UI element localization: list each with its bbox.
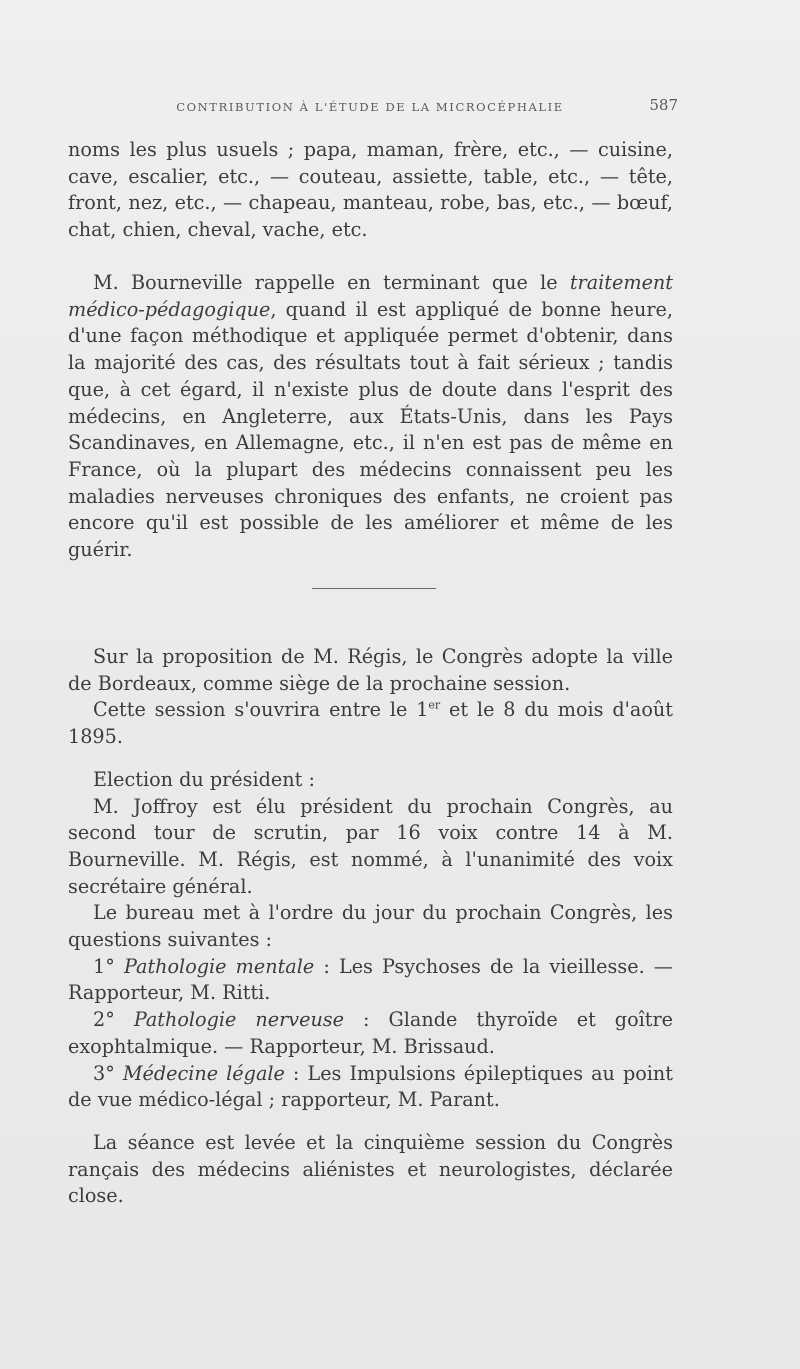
paragraph-word-list (68, 137, 673, 244)
closing-paragraph: La séance est levée et la cinquième session du Congrès rançais des médecins aliénistes et neurologistes, déclarée close. (68, 1130, 673, 1208)
page-number: 587 (649, 96, 678, 114)
word-list-text: noms les plus usuels ; papa, maman, frère, etc., — cuisine, cave, escalier, etc., — couteau, assiette, table, etc., — tête, front, nez, etc., — chapeau, manteau, robe, bas, etc., — bœuf, chat, chien, cheval, vache, etc. (68, 138, 673, 242)
paragraph-bourneville (68, 270, 673, 564)
bourneville-intro: M. Bourneville rappelle en terminant que le (93, 271, 570, 294)
running-head: CONTRIBUTION À L'ÉTUDE DE LA MICROCÉPHALIE (176, 100, 564, 114)
question-1: 1° Pathologie mentale : Les Psychoses de la vieillesse. — Rapporteur, M. Ritti. (68, 954, 673, 1005)
bourneville-rest: , quand il est appliqué de bonne heure, d'une façon méthodique et appliquée permet d'obtenir, dans la majorité des cas, des résultats tout à fait sérieux ; tandis que, à cet égard, il n'existe plus de doute dans l'esprit des médecins, en Angleterre, aux États-Unis, dans les Pays Scandinaves, en Allemagne, etc., il n'en est pas de même en France, où la plupart des médecins connaissent peu les maladies nerveuses chroniques des enfants, ne croient pas encore qu'il est possible de les améliorer et même de les guérir. (68, 297, 673, 562)
question-3: 3° Médecine légale : Les Impulsions épileptiques au point de vue médico-légal ; rapporteur, M. Parant. (68, 1061, 673, 1112)
election-paragraph: M. Joffroy est élu président du prochain Congrès, au second tour de scrutin, par 16 voix contre 14 à M. Bourneville. M. Régis, est nommé, à l'unanimité des voix secrétaire général. (68, 794, 673, 898)
election-title: Election du président : (93, 767, 315, 791)
session-paragraph: Cette session s'ouvrira entre le 1er et le 8 du mois d'août 1895. (68, 698, 673, 749)
congres-section (68, 644, 673, 1210)
bourneville-term: traitement médico-pédagogique (68, 271, 673, 321)
section-divider (312, 588, 436, 589)
proposition-paragraph: Sur la proposition de M. Régis, le Congrès adopte la ville de Bordeaux, comme siège de la prochaine session. (68, 645, 673, 695)
bureau-paragraph: Le bureau met à l'ordre du jour du prochain Congrès, les questions suivantes : (68, 901, 673, 952)
question-2: 2° Pathologie nerveuse : Glande thyroïde et goître exophtalmique. — Rapporteur, M. Brissaud. (68, 1008, 673, 1058)
